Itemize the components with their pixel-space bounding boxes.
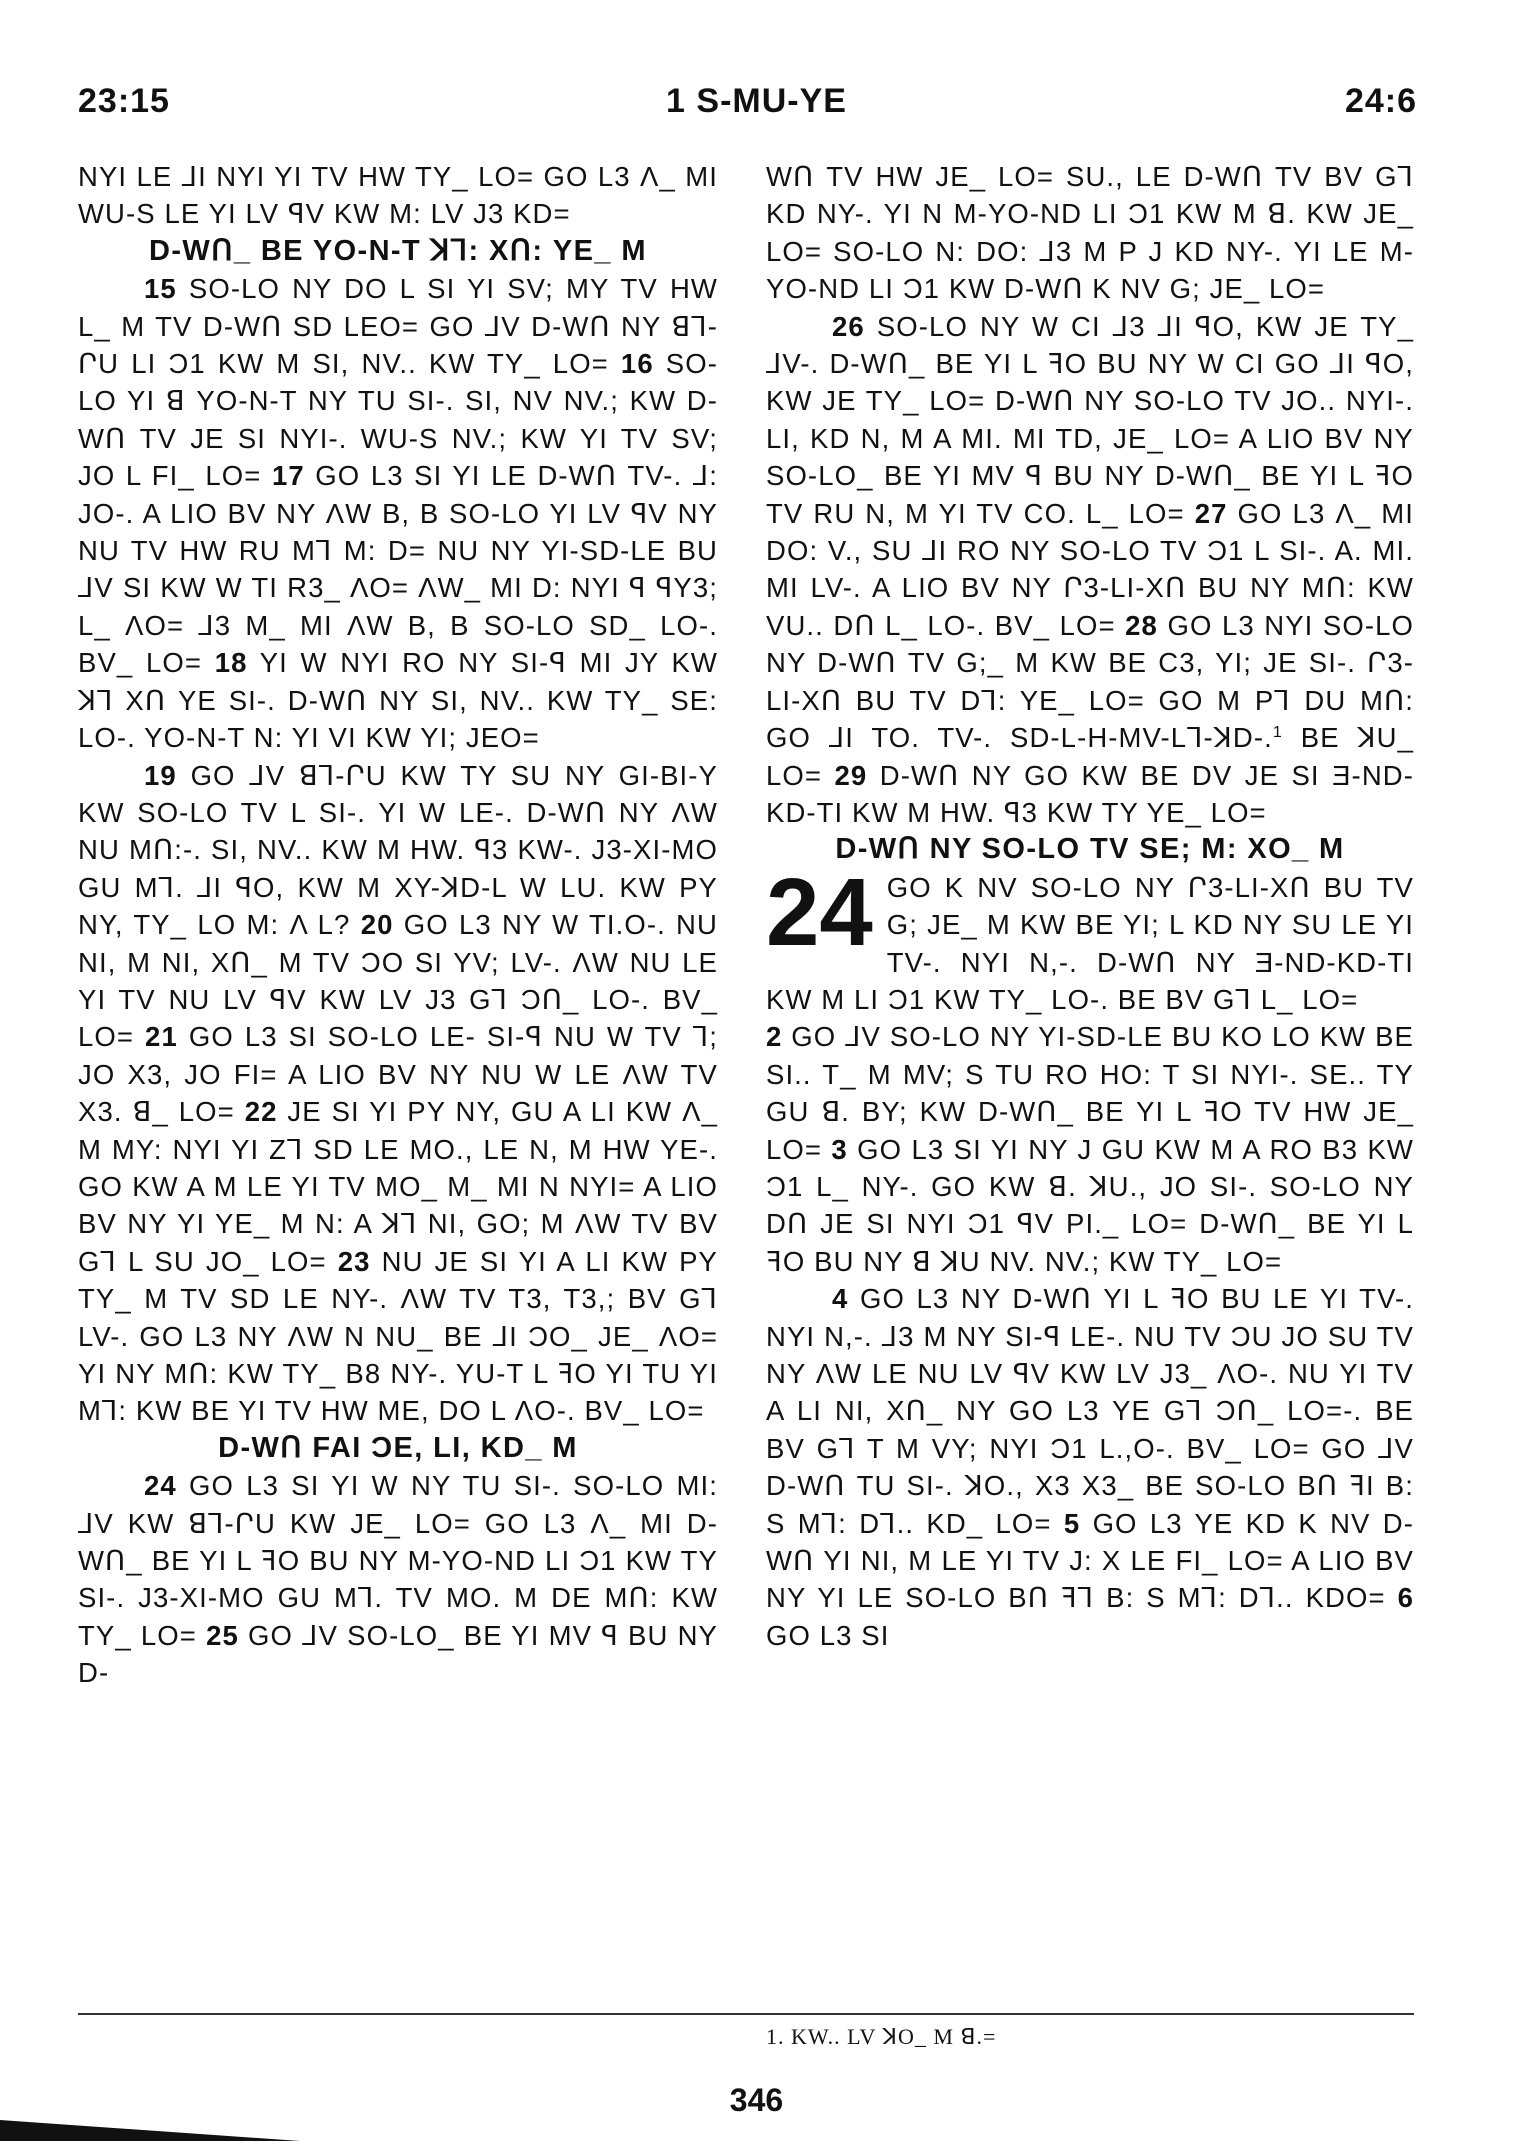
verse-number: 29 xyxy=(834,759,868,791)
verse-number: 21 xyxy=(145,1021,178,1053)
verse-text: SO-LO NY DO L SI YI SV; MY TV HW L_ M TV D-WՈ SD LEO= GO ⅃V D-WՈ NY ꓭ⅂-ՐU LI Ɔ1 KW M SI, NV.. KW TY_ LO= xyxy=(78,273,718,380)
verse-number: 28 xyxy=(1125,609,1158,641)
verse-number: 2 xyxy=(766,1021,783,1053)
verse-text: GO L3 SI YI NY J GU KW M A RO B3 KW Ɔ1 L_ NY-. GO KW ꓭ. ꓘU., JO SI-. SO-LO NY DՈ JE SI NYI Ɔ1 ꟼV PI._ LO= D-WՈ_ BE YI L ꟻO BU NY ꓭ ꓘU NV. NV.; KW TY_ LO= xyxy=(766,1133,1414,1277)
verse-number: 4 xyxy=(832,1283,849,1315)
verse-text: SO-LO NY W CI ⅃3 ⅃I ꟼO, KW JE TY_ ⅃V-. D-WՈ_ BE YI L ꟻO BU NY W CI GO ⅃I ꟼO, KW JE TY_ LO= D-WՈ NY SO-LO TV JO.. NYI-. LI, KD N, M A MI. MI TD, JE_ LO= A LIO BV NY SO-LO_ BE YI MV ꟼ BU NY D-WՈ_ BE YI L ꟻO TV RU N, M YI TV CO. L_ LO= xyxy=(766,310,1414,529)
page-number: 346 xyxy=(729,2082,784,2118)
verse-text: SO-LO YI ꓭ YO-N-T NY TU SI-. SI, NV NV.; KW D-WՈ TV JE SI NYI-. WU-S NV.; KW YI TV SV; JO L FI_ LO= xyxy=(78,348,718,492)
scan-edge-shadow xyxy=(0,2120,300,2141)
header-verse-start: 23:15 xyxy=(78,82,170,120)
verse-text: JE SI YI PY NY, GU A LI KW Λ_ M MY: NYI YI Z⅂ SD LE MO., LE N, M HW YE-. GO KW A M LE YI TV MO_ M_ MI N NYI= A LIO BV NY YI YE_ M N: A ꓘ⅂ NI, GO; M ΛW TV BV G⅂ L SU JO_ LO= xyxy=(78,1096,718,1277)
verse-text: GO L3 NYI SO-LO NY D-WՈ TV G;_ M KW BE C3, YI; JE SI-. Ր3-LI-XՈ BU TV D⅂: YE_ LO= GO M P⅂ DU MՈ: GO ⅃I TO. TV-. SD-L-H-MV-L⅂-ꓘD-. xyxy=(766,609,1414,754)
verse-number: 19 xyxy=(144,759,177,791)
verse-text: D-WՈ NY GO KW BE DV JE SI Ǝ-ND-KD-TI KW M HW. ꟼ3 KW TY YE_ LO= xyxy=(766,759,1414,828)
verse-text: GO L3 NY D-WՈ YI L ꟻO BU LE YI TV-. NYI N,-. ⅃3 M NY SI-ꟼ LE-. NU TV ƆU JO SU TV NY ΛW LE NU LV ꟼV KW LV J3_ ΛO-. NU YI TV A LI NI, XՈ_ NY GO L3 YE G⅂ ƆՈ_ LO=-. BE BV G⅂ T M VY; NYI Ɔ1 L.,O-. BV_ LO= GO ⅃V D-WՈ TU SI-. ꓘO., X3 X3_ BE SO-LO BՈ ꟻI B: S M⅂: D⅂.. KD_ LO= xyxy=(766,1283,1415,1539)
header-verse-end: 24:6 xyxy=(1344,82,1417,120)
verse-number: 17 xyxy=(271,460,305,492)
paragraph: WՈ TV HW JE_ LO= SU., LE D-WՈ TV BV G⅂ KD NY-. YI N M-YO-ND LI Ɔ1 KW M ꓭ. KW JE_ LO= SO-LO N: DO: ⅃3 M P J KD NY-. YI LE M-YO-ND LI Ɔ1 KW D-WՈ K NV G; JE_ LO= xyxy=(766,161,1414,305)
verse-number: 15 xyxy=(144,273,177,305)
verse-number: 25 xyxy=(206,1619,239,1651)
verse-text: YI W NYI RO NY SI-ꟼ MI JY KW ꓘ⅂ XՈ YE SI-. D-WՈ NY SI, NV.. KW TY_ SE: LO-. YO-N-T N: YI VI KW YI; JEO= xyxy=(78,647,718,754)
verse-text: GO L3 SI SO-LO LE- SI-ꟼ NU W TV ⅂; JO X3, JO FI= A LIO BV NY NU W LE ΛW TV X3. ꓭ_ LO= xyxy=(78,1021,718,1128)
verse-text: GO ⅃V SO-LO NY YI-SD-LE BU KO LO KW BE SI.. T_ M MV; S TU RO HO: T SI NYI-. SE.. TY GU ꓭ. BY; KW D-WՈ_ BE YI L ꟻO TV HW JE_ LO= xyxy=(766,1021,1414,1165)
chapter-number: 24 xyxy=(766,858,873,966)
paragraph xyxy=(78,757,718,1430)
header-book-title: 1 S-MU-YE xyxy=(666,82,847,120)
verse-number: 6 xyxy=(1397,1582,1414,1614)
verse-text: BE ꓘU_ LO= xyxy=(766,722,1414,791)
verse-number: 24 xyxy=(144,1470,177,1502)
verse-text: NU JE SI YI A LI KW PY TY_ M TV SD LE NY-. ΛW TV T3, T3,; BV G⅂ LV-. GO L3 NY ΛW N NU_ BE ⅃I ƆO_ JE_ ΛO= YI NY MՈ: KW TY_ B8 NY-. YU-T L ꟻO YI TU YI M⅂: KW BE YI TV HW ME, DO L ΛO-. BV_ LO= xyxy=(78,1245,718,1427)
verse-number: 26 xyxy=(832,310,865,342)
paragraph xyxy=(766,1280,1414,1654)
paragraph xyxy=(766,1018,1414,1280)
paragraph: NYI LE ⅃I NYI YI TV HW TY_ LO= GO L3 Λ_ MI WU-S LE YI LV ꟼV KW M: LV J3 KD= xyxy=(78,161,718,230)
footnote: 1. KW.. LV ꓘO_ M ꓭ.= xyxy=(766,2024,997,2049)
verse-number: 5 xyxy=(1063,1507,1081,1539)
right-column xyxy=(766,158,1414,1654)
section-heading: D-WՈ_ BE YO-N-T ꓘ⅂: XՈ: YE_ M xyxy=(149,234,647,267)
verse-number: 20 xyxy=(360,909,394,941)
footnote-divider xyxy=(78,2013,1414,2015)
paragraph: GO K NV SO-LO NY Ր3-LI-XՈ BU TV G; JE_ M KW BE YI; L KD NY SU LE YI TV-. NYI N,-. D-WՈ NY Ǝ-ND-KD-TI KW M LI Ɔ1 KW TY_ LO-. BE BV G⅂ L_ LO= xyxy=(766,871,1414,1015)
verse-text: GO L3 Λ_ MI DO: V., SU ⅃I RO NY SO-LO TV Ɔ1 L SI-. A. MI. MI LV-. A LIO BV NY Ր3-LI-XՈ BU NY MՈ: KW VU.. DՈ L_ LO-. BV_ LO= xyxy=(766,497,1414,641)
verse-number: 22 xyxy=(244,1096,278,1128)
verse-number: 18 xyxy=(214,647,248,679)
verse-text: GO L3 YE KD K NV D-WՈ YI NI, M LE YI TV J: X LE FI_ LO= A LIO BV NY YI LE SO-LO BՈ ꟻ⅂ B: S M⅂: D⅂.. KDO= xyxy=(766,1507,1414,1614)
verse-number: 3 xyxy=(831,1133,848,1165)
section-heading: D-WՈ FAI ƆE, LI, KD_ M xyxy=(218,1431,578,1464)
paragraph xyxy=(78,270,718,756)
left-column xyxy=(78,158,718,1692)
verse-text: GO L3 SI xyxy=(766,1619,890,1651)
verse-number: 23 xyxy=(337,1245,371,1277)
verse-text: GO L3 SI YI W NY TU SI-. SO-LO MI: ⅃V KW ꓭ⅂-ՐU KW JE_ LO= GO L3 Λ_ MI D-WՈ_ BE YI L ꟻO BU NY M-YO-ND LI Ɔ1 KW TY SI-. J3-XI-MO GU M⅂. TV MO. M DE MՈ: KW TY_ LO= xyxy=(78,1470,718,1651)
verse-number: 16 xyxy=(620,348,654,380)
verse-text: GO ⅃V ꓭ⅂-ՐU KW TY SU NY GI-BI-Y KW SO-LO TV L SI-. YI W LE-. D-WՈ NY ΛW NU MՈ:-. SI, NV.. KW M HW. ꟼ3 KW-. J3-XI-MO GU M⅂. ⅃I ꟼO, KW M XY-ꓘD-L W LU. KW PY NY, TY_ LO M: Λ L? xyxy=(78,759,718,941)
verse-text: GO L3 SI YI LE D-WՈ TV-. ⅃: JO-. A LIO BV NY ΛW B, B SO-LO YI LV ꟼV NY NU TV HW RU M⅂ M: D= NU NY YI-SD-LE BU ⅃V SI KW W TI R3_ ΛO= ΛW_ MI D: NYI ꟼ ꟼY3; L_ ΛO= ⅃3 M_ MI ΛW B, B SO-LO SD_ LO-. BV_ LO= xyxy=(78,460,719,679)
section-heading: D-WՈ NY SO-LO TV SE; M: XO_ M xyxy=(835,833,1345,866)
chapter-start xyxy=(766,858,1414,1019)
paragraph xyxy=(766,308,1414,832)
paragraph xyxy=(78,1467,718,1691)
verse-text: GO ⅃V SO-LO_ BE YI MV ꟼ BU NY D- xyxy=(78,1619,718,1689)
footnote-marker: 1 xyxy=(1272,723,1283,741)
verse-number: 27 xyxy=(1194,497,1228,529)
verse-text: GO L3 NY W TI.O-. NU NI, M NI, XՈ_ M TV ƆO SI YV; LV-. ΛW NU LE YI TV NU LV ꟼV KW LV J3 G⅂ ƆՈ_ LO-. BV_ LO= xyxy=(78,909,718,1053)
